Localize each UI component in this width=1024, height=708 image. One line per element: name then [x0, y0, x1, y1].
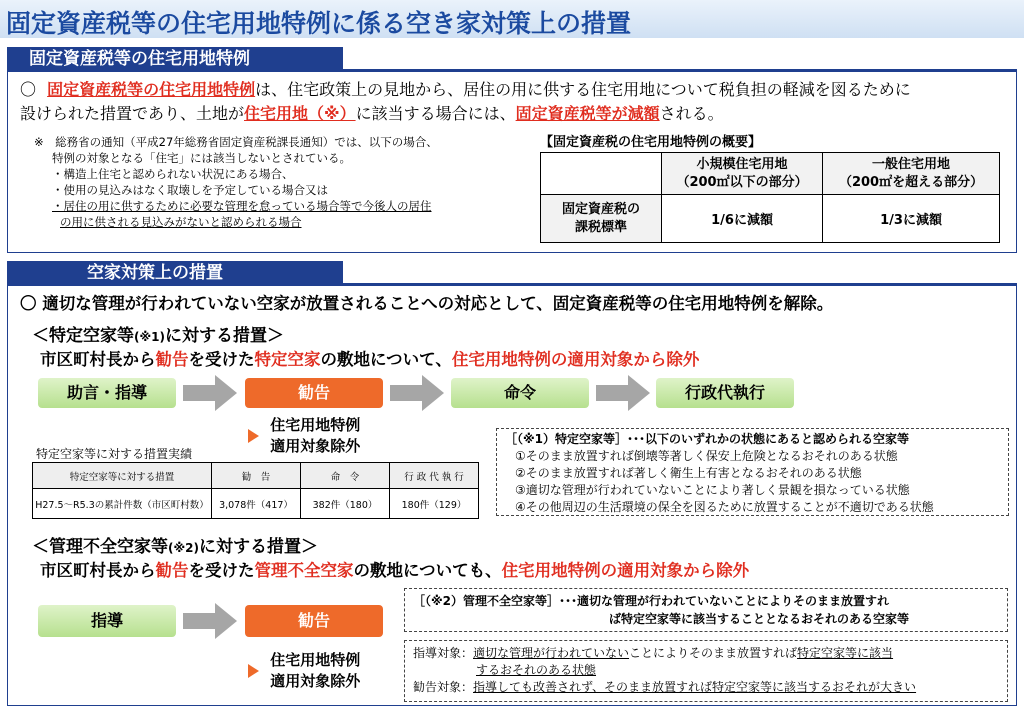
title-bar	[0, 0, 1024, 38]
pointer-icon	[248, 429, 259, 443]
overview-val-general: 1/3に減額	[823, 195, 1000, 243]
kanri-statement: 市区町村長から勧告を受けた管理不全空家の敷地についても、住宅用地特例の適用対象から除外	[40, 561, 750, 580]
section-header-akiya: 空家対策上の措置	[7, 261, 343, 285]
flow-arrow	[183, 375, 239, 411]
flow-step-recommendation: 勧告	[245, 378, 383, 408]
tokutei-statement: 市区町村長から勧告を受けた特定空家の敷地について、住宅用地特例の適用対象から除外	[40, 350, 700, 369]
pointer-icon	[248, 664, 259, 678]
flow-step-execution: 行政代執行	[656, 378, 794, 408]
overview-col-general: 一般住宅用地 （200㎡を超える部分）	[823, 153, 1000, 195]
tokutei-exclusion-note: 住宅用地特例 適用対象除外	[248, 415, 360, 457]
akiya-lead: 〇 適切な管理が行われていない空家が放置されることへの対応として、固定資産税等の住宅用地特例を解除。	[20, 294, 834, 313]
kanri-target-box: 指導対象：適切な管理が行われていないことによりそのまま放置すれば特定空家等に該当 するおそれのある状態 勧告対象：指導しても改善されず、そのまま放置すれば特定空家等に該当するおそれが大きい	[404, 640, 1008, 702]
overview-val-small: 1/6に減額	[662, 195, 823, 243]
flow-arrow	[183, 603, 239, 639]
flow-step-advice: 助言・指導	[38, 378, 176, 408]
kanri-exclusion-note: 住宅用地特例 適用対象除外	[248, 650, 360, 692]
section-header-tokurei: 固定資産税等の住宅用地特例	[7, 47, 343, 71]
flow-arrow	[596, 375, 652, 411]
flow-step-recommendation: 勧告	[245, 605, 383, 637]
flow-arrow	[390, 375, 446, 411]
overview-table	[540, 152, 1000, 243]
tokutei-heading: ＜特定空家等(※1)に対する措置＞	[32, 326, 284, 346]
overview-blank-cell	[541, 153, 662, 195]
stats-table: 特定空家等に対する措置 勧 告 命 令 行 政 代 執 行 H27.5～R5.3の累計件数（市区町村数） 3,078件（417） 382件（180） 180件（129）	[32, 462, 479, 519]
page-title: 固定資産税等の住宅用地特例に係る空き家対策上の措置	[6, 9, 632, 38]
overview-row-label: 固定資産税の 課税標準	[541, 195, 662, 243]
flow-step-order: 命令	[451, 378, 589, 408]
kanri-definition-box: ［（※2）管理不全空家等］･･･適切な管理が行われていないことによりそのまま放置すれ ば特定空家等に該当することとなるおそれのある空家等	[404, 588, 1008, 632]
tokutei-definition-box: ［（※1）特定空家等］･･･以下のいずれかの状態にあると認められる空家等 ①そのまま放置すれば倒壊等著しく保安上危険となるおそれのある状態 ②そのまま放置すれば著しく衛生上有害となるおそれのある状態 ③適切な管理が行われていないことにより著しく景観を損なっている状態 ④その他周辺の生活環境の保全を図るために放置することが不適切である状態	[496, 428, 1009, 516]
stats-caption: 特定空家等に対する措置実績	[36, 447, 193, 461]
tokurei-lead: 〇 固定資産税等の住宅用地特例は、住宅政策上の見地から、居住の用に供する住宅用地について税負担の軽減を図るために 設けられた措置であり、土地が住宅用地（※）に該当する場合には、固定資産税等が減額される。	[20, 80, 911, 123]
flow-step-guidance: 指導	[38, 605, 176, 637]
kanri-heading: ＜管理不全空家等(※2)に対する措置＞	[32, 537, 318, 557]
overview-col-small: 小規模住宅用地 （200㎡以下の部分）	[662, 153, 823, 195]
tokurei-note: ※ 総務省の通知（平成27年総務省固定資産税課長通知）では、以下の場合、 特例の対象となる「住宅」には該当しないとされている。 ・構造上住宅と認められない状況にある場合、 ・使用の見込みはなく取壊しを予定している場合又は ・居住の用に供するために必要な管理を怠っている場合等で今後人の居住 の用に供される見込みがないと認められる場合	[34, 135, 438, 229]
overview-caption: 【固定資産税の住宅用地特例の概要】	[540, 135, 762, 150]
